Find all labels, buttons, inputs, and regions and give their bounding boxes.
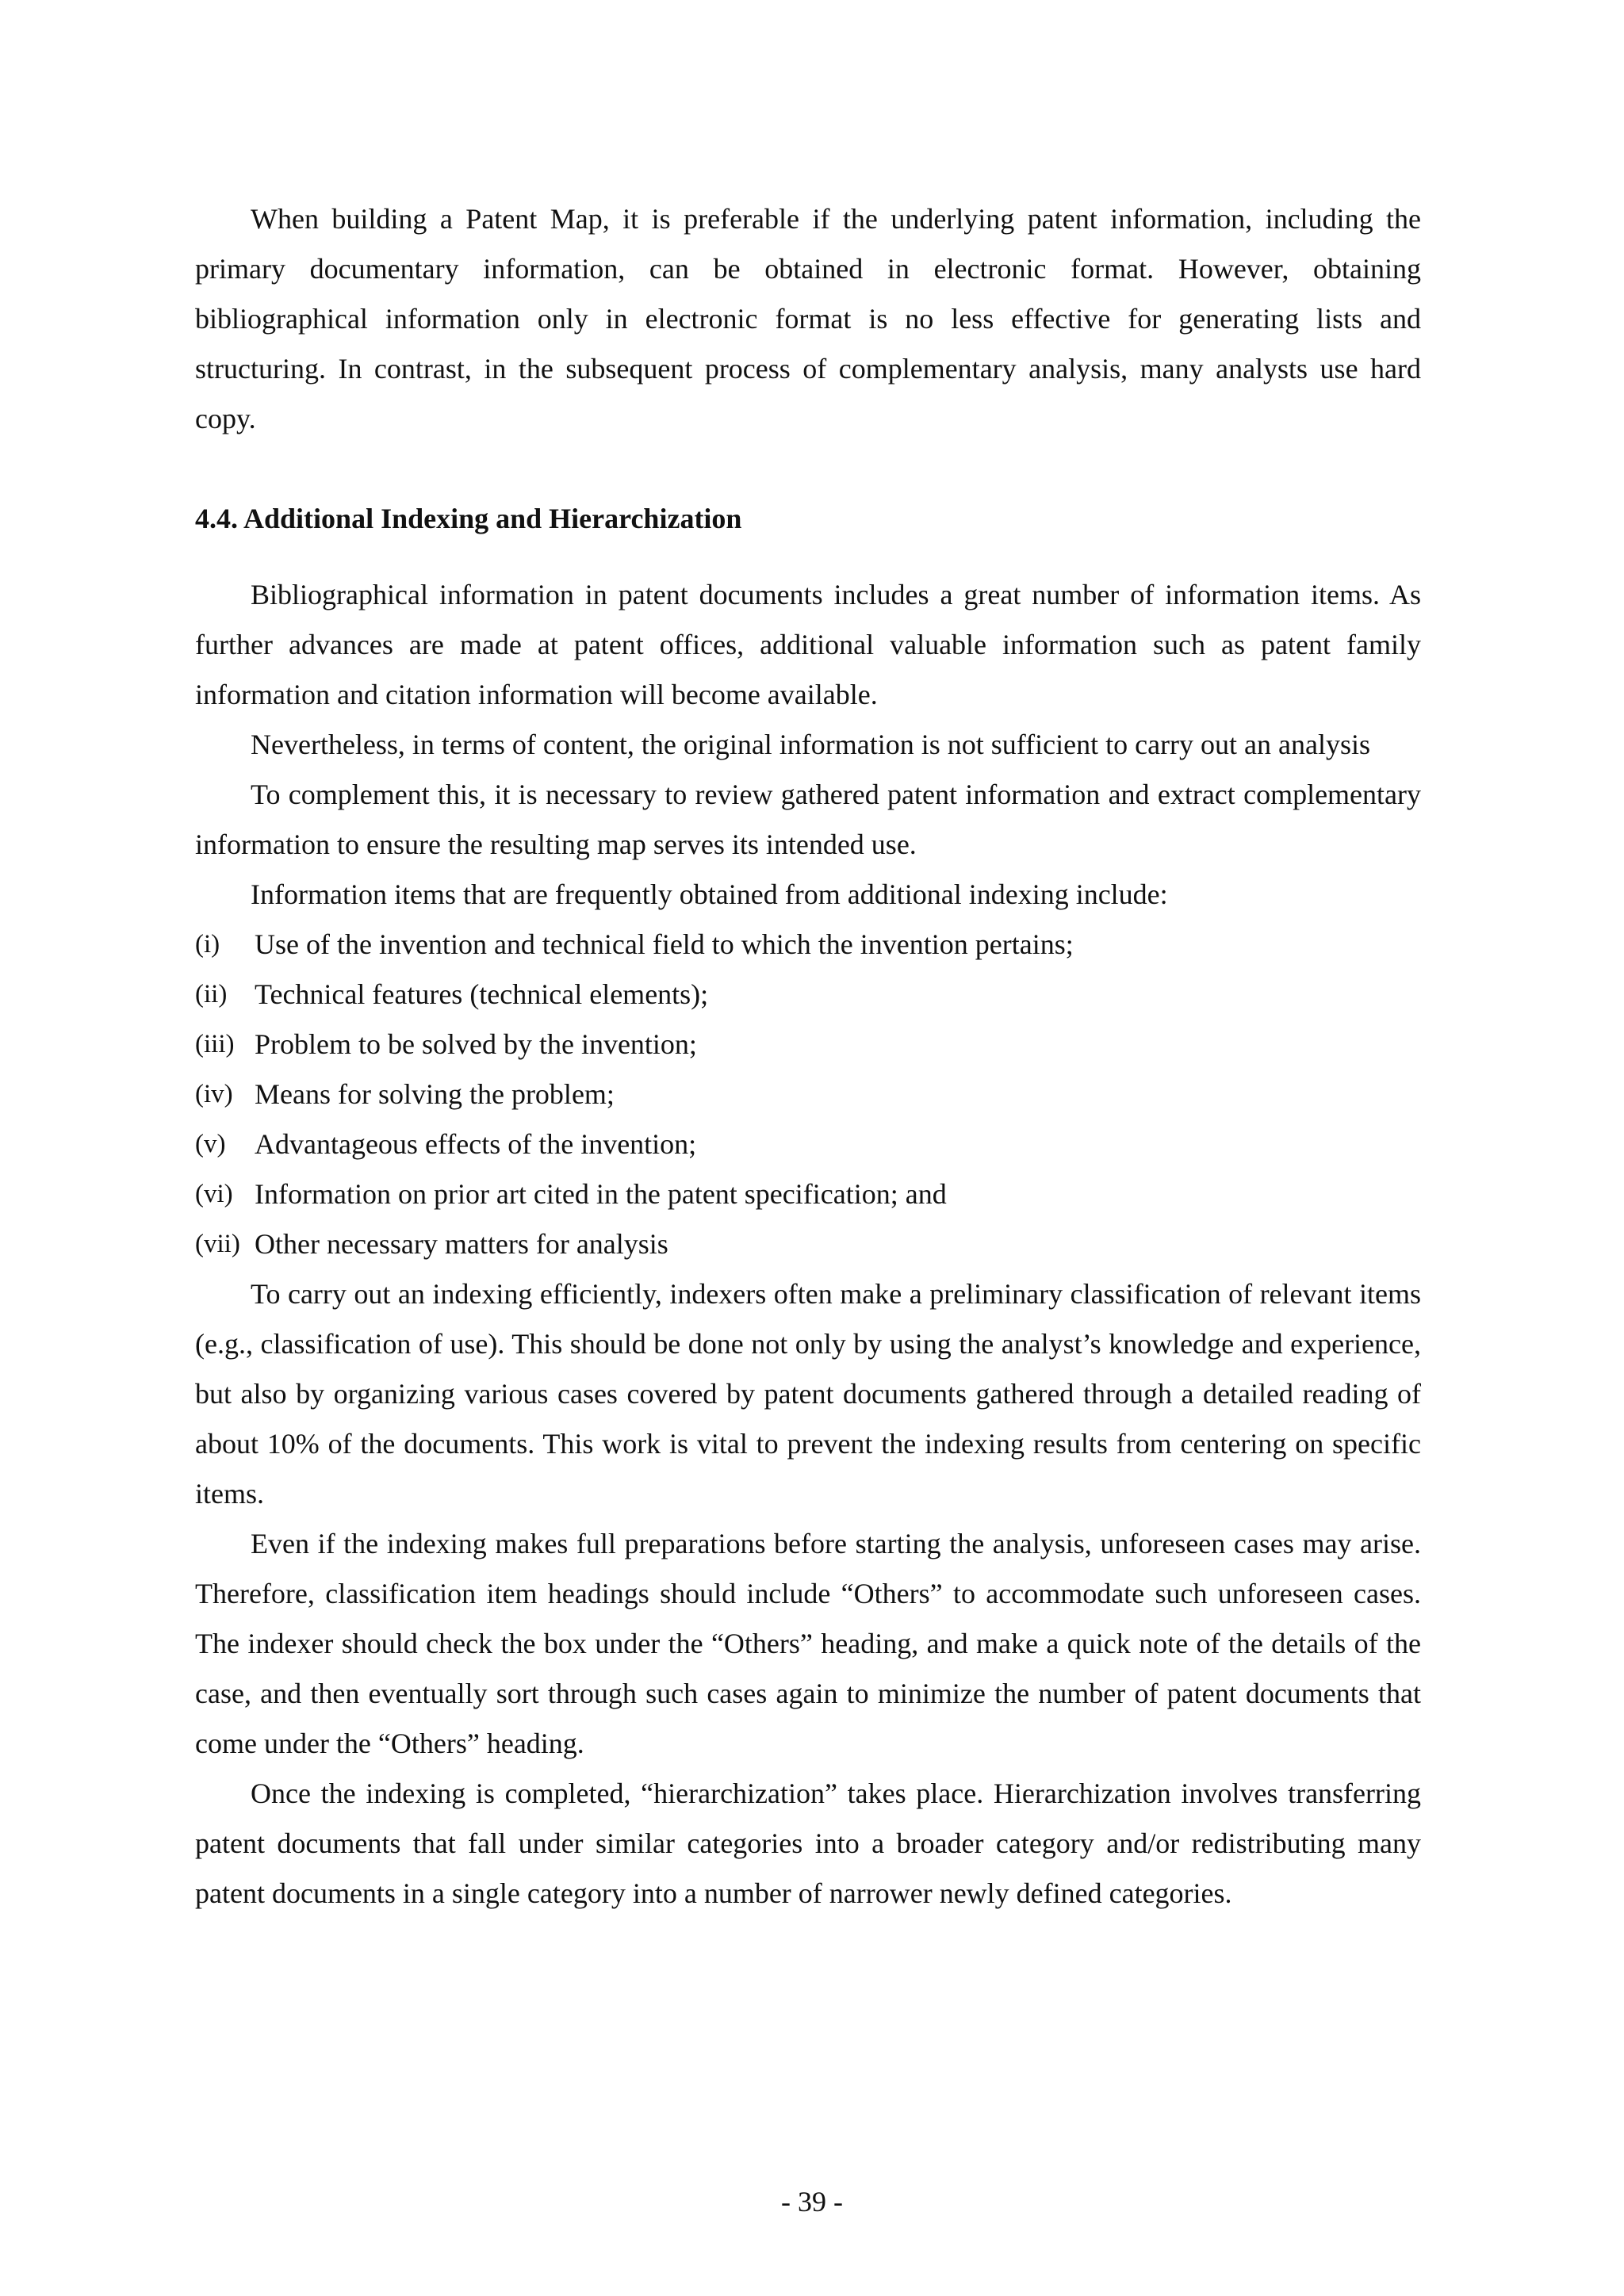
body-paragraph: Bibliographical information in patent documents includes a great number of information items. As further advances are made at patent offices, additional valuable information such as patent family information and citation information will become available. (195, 579, 1421, 710)
section-heading: 4.4. Additional Indexing and Hierarchization (195, 503, 742, 534)
list-item-text: Information on prior art cited in the patent specification; and (255, 1178, 947, 1210)
body-paragraph: Once the indexing is completed, “hierarchization” takes place. Hierarchization involves transferring patent documents that fall under similar categories into a broader category and/or redistributing many patent documents in a single category into a number of narrower newly defined categories. (195, 1777, 1421, 1909)
list-item (195, 1119, 1421, 1169)
list-item (195, 1070, 1421, 1119)
list-item-number: (iv) (195, 1080, 233, 1108)
list-item (195, 920, 1421, 970)
body-paragraph: Nevertheless, in terms of content, the original information is not sufficient to carry out an analysis (251, 729, 1370, 760)
list-item (195, 1219, 1421, 1269)
list-item-text: Other necessary matters for analysis (255, 1228, 668, 1260)
list-item-text: Means for solving the problem; (255, 1078, 615, 1110)
list-item-text: Problem to be solved by the invention; (255, 1028, 697, 1060)
document-body (195, 194, 1421, 1919)
body-paragraph: Even if the indexing makes full preparations before starting the analysis, unforeseen cases may arise. Therefore, classification item headings should include “Others” to accommodate such unforeseen cases. The indexer should check the box under the “Others” heading, and make a quick note of the details of the case, and then eventually sort through such cases again to minimize the number of patent documents that come under the “Others” heading. (195, 1528, 1421, 1759)
list-item (195, 1020, 1421, 1070)
list-item-text: Advantageous effects of the invention; (255, 1128, 697, 1160)
list-item (195, 970, 1421, 1020)
spacer (195, 444, 1421, 494)
list-item-text: Technical features (technical elements); (255, 978, 709, 1010)
page-number: - 39 - (781, 2186, 843, 2218)
intro-paragraph: When building a Patent Map, it is preferable if the underlying patent information, including the primary documentary information, can be obtained in electronic format. However, obtaining bibliographical information only in electronic format is no less effective for generating lists and structuring. In contrast, in the subsequent process of complementary analysis, many analysts use hard copy. (195, 203, 1421, 434)
list-item-number: (v) (195, 1130, 226, 1158)
list-item-number: (vii) (195, 1230, 240, 1258)
indexing-items-list (195, 920, 1421, 1269)
list-item (195, 1169, 1421, 1219)
body-paragraph: To carry out an indexing efficiently, indexers often make a preliminary classification of relevant items (e.g., classification of use). This should be done not only by using the analyst’s knowledge and experience, but also by organizing various cases covered by patent documents gathered through a detailed reading of about 10% of the documents. This work is vital to prevent the indexing results from centering on specific items. (195, 1278, 1421, 1510)
list-item-number: (iii) (195, 1030, 235, 1058)
spacer (195, 544, 1421, 570)
list-item-number: (vi) (195, 1180, 233, 1208)
body-paragraph: To complement this, it is necessary to review gathered patent information and extract complementary information to ensure the resulting map serves its intended use. (195, 779, 1421, 860)
list-item-number: (ii) (195, 980, 228, 1008)
list-item-text: Use of the invention and technical field to which the invention pertains; (255, 928, 1074, 960)
body-paragraph: Information items that are frequently obtained from additional indexing include: (251, 878, 1168, 910)
list-item-number: (i) (195, 930, 220, 959)
